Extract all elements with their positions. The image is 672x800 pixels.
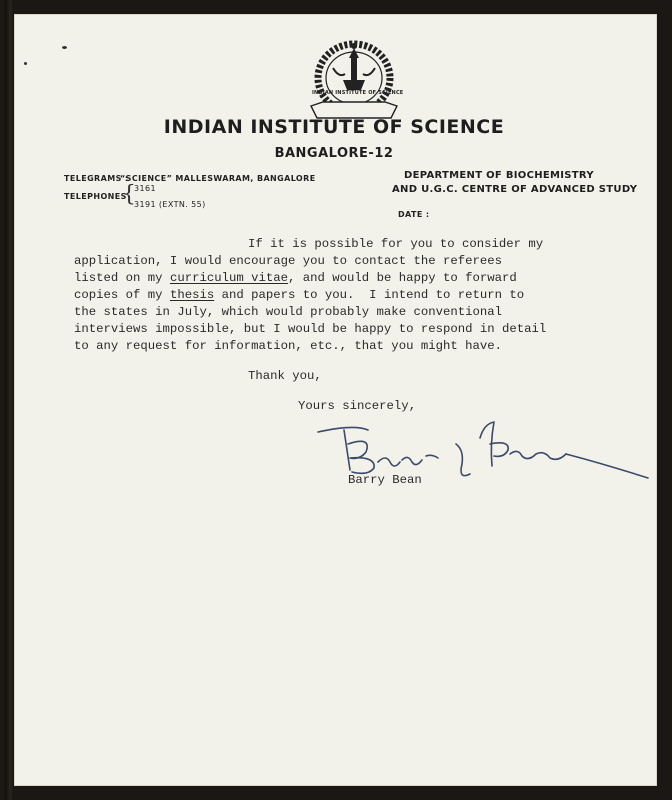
telegrams-label: TELEGRAMS : — [64, 174, 129, 183]
telephones-label: TELEPHONES — [64, 192, 127, 201]
body-line-3 — [74, 270, 517, 287]
telephone-number-1: 3161 — [134, 184, 156, 193]
institution-city: BANGALORE-12 — [274, 146, 394, 161]
thanks-line: Thank you, — [248, 369, 322, 383]
sign-off: Yours sincerely, — [298, 399, 417, 413]
body-line-4-start: copies of my — [74, 288, 170, 302]
telephone-number-2: 3191 (EXTN. 55) — [134, 200, 206, 209]
date-label: DATE : — [398, 210, 430, 219]
scan-frame-edge — [5, 0, 14, 800]
paper-speck — [62, 46, 67, 49]
telephones-brace: { — [122, 182, 136, 207]
body-line-2: application, I would encourage you to contact the referees — [74, 254, 503, 268]
body-line-6: interviews impossible, but I would be happy to respond in detail — [74, 322, 547, 336]
curriculum-vitae-underlined: curriculum vitae — [169, 271, 289, 285]
body-line-4 — [74, 287, 524, 304]
thesis-underlined: thesis — [169, 288, 215, 302]
institution-name: INDIAN INSTITUTE OF SCIENCE — [163, 116, 505, 138]
body-line-4-end: and papers to you. I intend to return to — [214, 288, 525, 302]
department-line-1: DEPARTMENT OF BIOCHEMISTRY — [404, 170, 594, 181]
body-line-7: to any request for information, etc., that you might have. — [74, 339, 503, 353]
letter-sheet — [14, 14, 657, 786]
body-line-3-start: listed on my — [74, 271, 170, 285]
paper-speck — [24, 62, 27, 65]
body-line-5: the states in July, which would probably make conventional — [74, 305, 503, 319]
body-line-1: If it is possible for you to consider my — [248, 237, 544, 251]
telegrams-value: “SCIENCE” MALLESWARAM, BANGALORE — [120, 174, 316, 183]
signatory-name: Barry Bean — [348, 473, 422, 487]
body-line-3-end: , and would be happy to forward — [288, 271, 517, 285]
department-line-2: AND U.G.C. CENTRE OF ADVANCED STUDY — [392, 184, 638, 195]
crest-banner-text: INDIAN INSTITUTE OF SCIENCE — [312, 90, 404, 96]
